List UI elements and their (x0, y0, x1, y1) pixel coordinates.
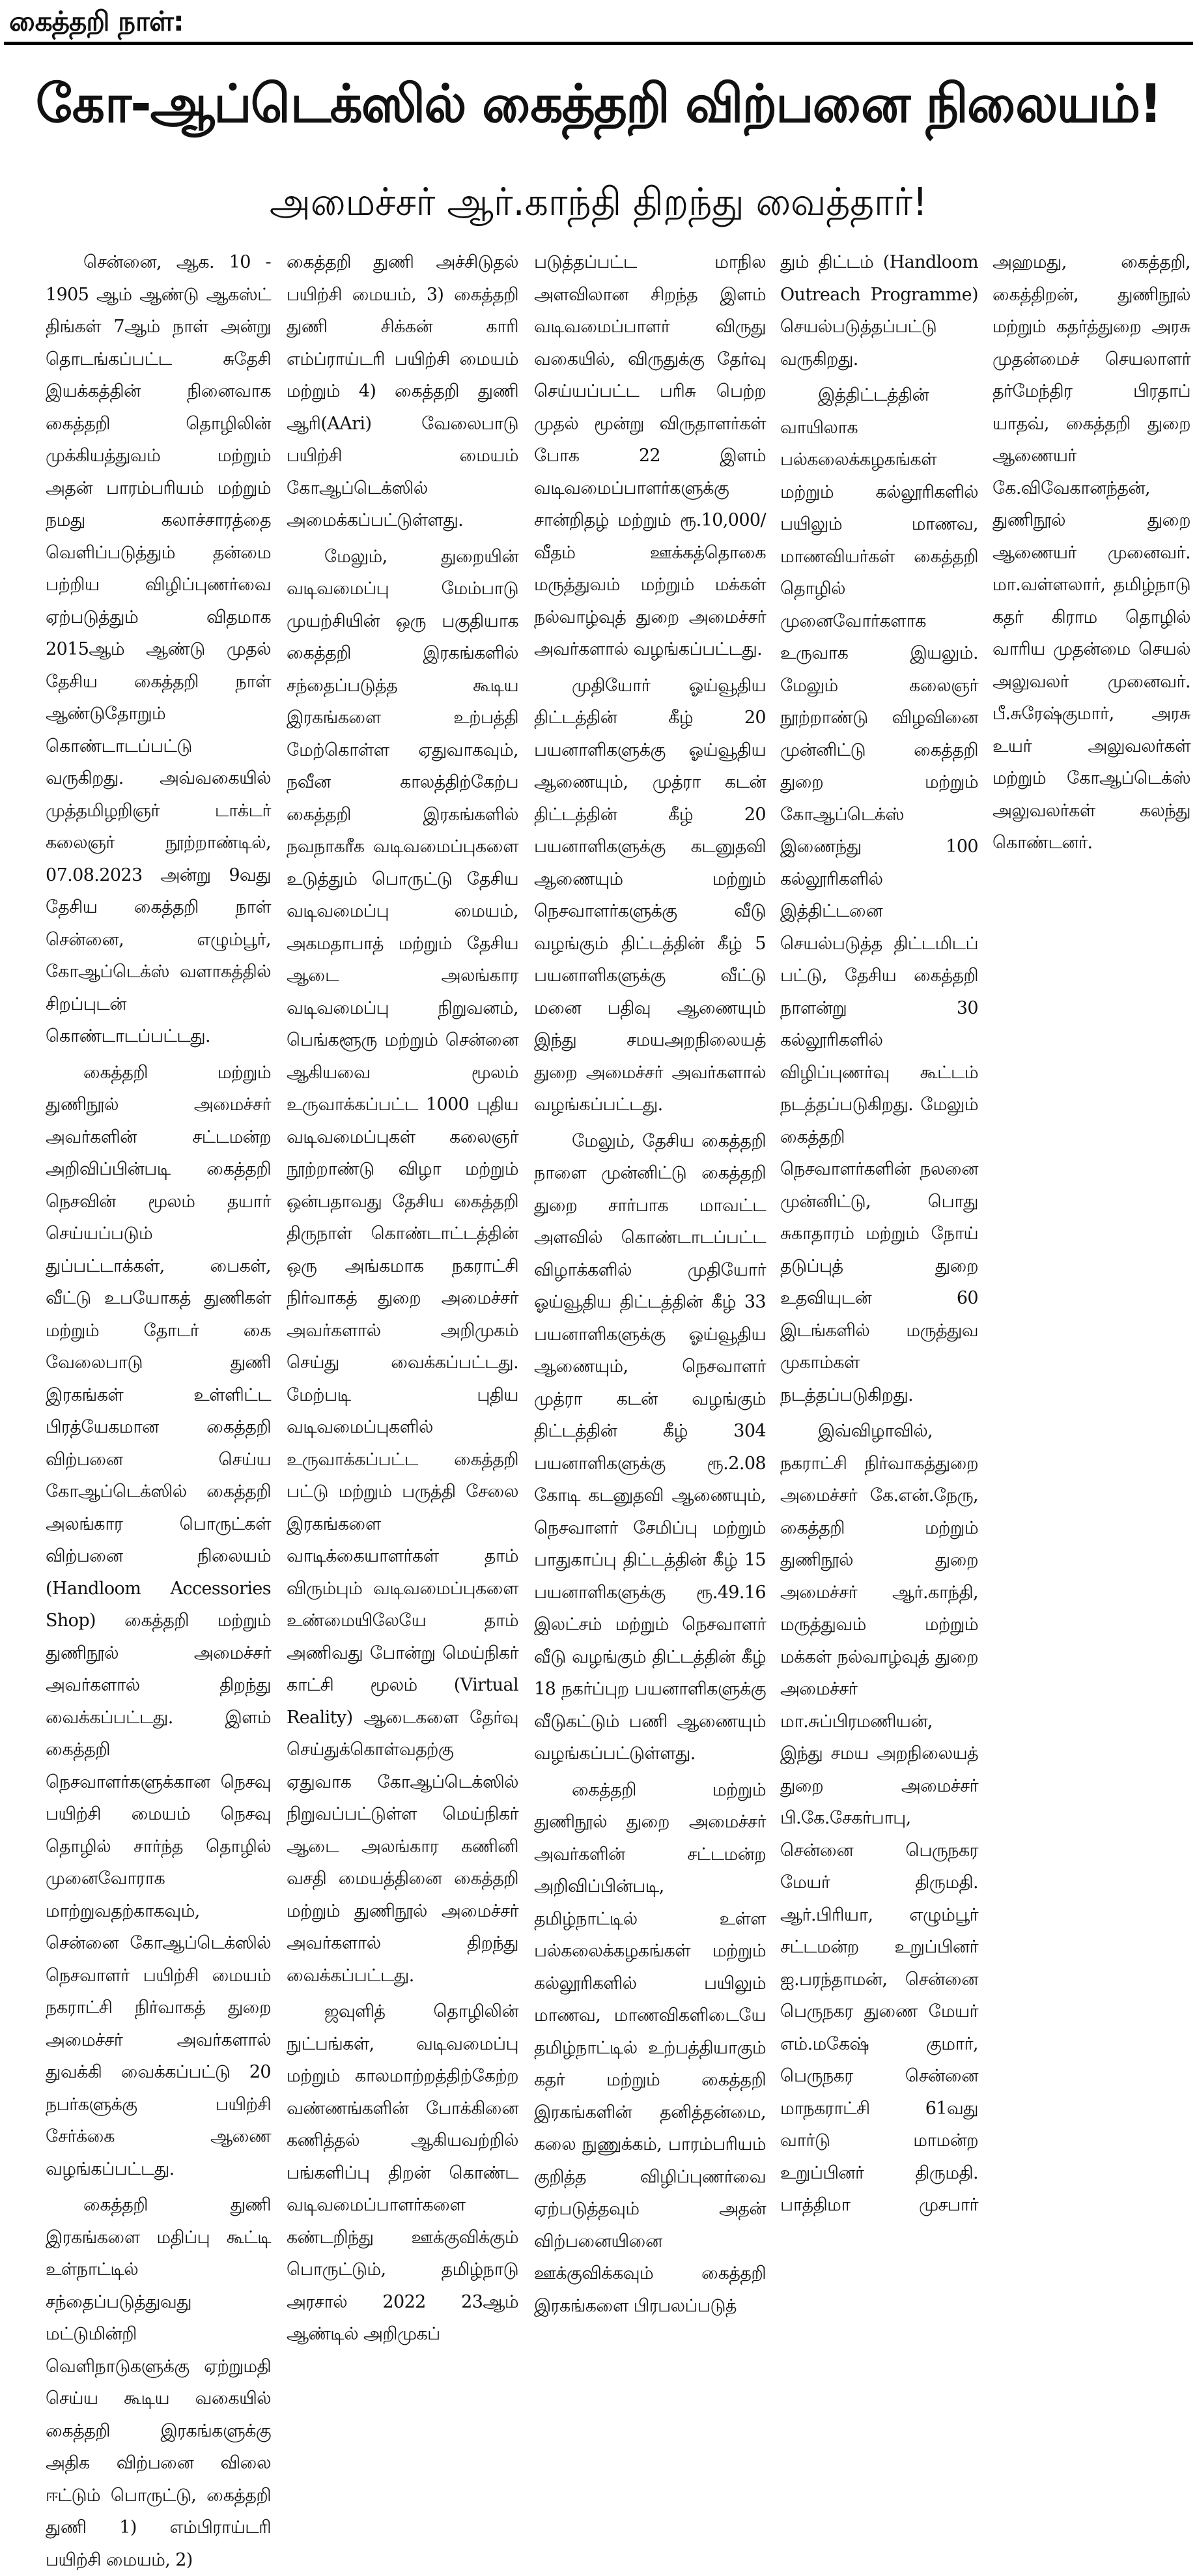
subheadline: அமைச்சர் ஆர்.காந்தி திறந்து வைத்தார்! (269, 179, 928, 224)
article-column-1 (46, 246, 271, 2570)
article-paragraph: கைத்தறி துணி அச்சிடுதல் பயிற்சி மையம், 3) கைத்தறி துணி சிக்கன் காரி எம்ப்ராய்டரி பயிற்சி மையம் மற்றும் 4) கைத்தறி துணி ஆரி(AAri) வேலைபாடு பயிற்சி மையம் கோஆப்டெக்ஸில் அமைக்கப்பட்டுள்ளது. (287, 252, 518, 530)
article-column-2 (287, 246, 518, 2344)
article-paragraph: ஜவுளித் தொழிலின் நுட்பங்கள், வடிவமைப்பு மற்றும் காலமாற்றத்திற்கேற்ற வண்ணங்களின் போக்கினை கணித்தல் ஆகியவற்றில் பங்களிப்பு திறன் கொண்ட வடிவமைப்பாளர்களை கண்டறிந்து ஊக்குவிக்கும் பொருட்டும், தமிழ்நாடு அரசால் 2022 23ஆம் ஆண்டில் அறிமுகப் (287, 2001, 518, 2344)
article-paragraph: தும் திட்டம் (Handloom Outreach Programme) செயல்படுத்தப்பட்டு வருகிறது. (780, 252, 978, 369)
headline: கோ-ஆப்டெக்ஸில் கைத்தறி விற்பனை நிலையம்! (35, 74, 1162, 135)
article-paragraph: கைத்தறி மற்றும் துணிநூல் துறை அமைச்சர் அவர்களின் சட்டமன்ற அறிவிப்பின்படி, தமிழ்நாட்டில் உள்ள பல்கலைக்கழகங்கள் மற்றும் கல்லூரிகளில் பயிலும் மாணவ, மாணவிகளிடையே தமிழ்நாட்டில் உற்பத்தியாகும் கதர் மற்றும் கைத்தறி இரகங்களின் தனித்தன்மை, கலை நுணுக்கம், பாரம்பரியம் குறித்த விழிப்புணர்வை ஏற்படுத்தவும் அதன் விற்பனையினை ஊக்குவிக்கவும் கைத்தறி இரகங்களை பிரபலப்படுத் (534, 1779, 766, 2316)
kicker-underline (4, 42, 1193, 45)
article-paragraph: படுத்தப்பட்ட மாநில அளவிலான சிறந்த இளம் வடிவமைப்பாளர் விருது வகையில், விருதுக்கு தேர்வு செய்யப்பட்ட பரிசு பெற்ற முதல் மூன்று விருதாளர்கள் போக 22 இளம் வடிவமைப்பாளர்களுக்கு சான்றிதழ் மற்றும் ரூ.10,000/ வீதம் ஊக்கத்தொகை மருத்துவம் மற்றும் மக்கள் நல்வாழ்வுத் துறை அமைச்சர் அவர்களால் வழங்கப்பட்டது. (534, 252, 766, 659)
article-paragraph: முதியோர் ஓய்வூதிய திட்டத்தின் கீழ் 20 பயனாளிகளுக்கு ஓய்வூதிய ஆணையும், முத்ரா கடன் திட்டத்தின் கீழ் 20 பயனாளிகளுக்கு கடனுதவி ஆணையும் மற்றும் நெசவாளர்களுக்கு வீடு வழங்கும் திட்டத்தின் கீழ் 5 பயனாளிகளுக்கு வீட்டு மனை பதிவு ஆணையும் இந்து சமயஅறநிலையத் துறை அமைச்சர் அவர்களால் வழங்கப்பட்டது. (534, 675, 766, 1115)
kicker-label: கைத்தறி நாள்: (9, 5, 184, 37)
article-paragraph: இவ்விழாவில், நகராட்சி நிர்வாகத்துறை அமைச்சர் கே.என்.நேரு, கைத்தறி மற்றும் துணிநூல் துறை அமைச்சர் ஆர்.காந்தி, மருத்துவம் மற்றும் மக்கள் நல்வாழ்வுத் துறை அமைச்சர் மா.சுப்பிரமணியன், இந்து சமய அறநிலையத் துறை அமைச்சர் பி.கே.சேகர்பாபு, சென்னை பெருநகர மேயர் திருமதி. ஆர்.பிரியா, எழும்பூர் சட்டமன்ற உறுப்பினர் ஐ.பரந்தாமன், சென்னை பெருநகர துணை மேயர் எம்.மகேஷ் குமார், பெருநகர சென்னை மாநகராட்சி 61வது வார்டு மாமன்ற உறுப்பினர் திருமதி. பாத்திமா முசபார் அஹமது, கைத்தறி, கைத்திறன், துணிநூல் மற்றும் கதர்த்துறை அரசு முதன்மைச் செயலாளர் தர்மேந்திர பிரதாப் யாதவ், கைத்தறி துறை ஆணையர் கே.விவேகானந்தன், துணிநூல் துறை ஆணையர் முனைவர். மா.வள்ளலார், தமிழ்நாடு கதர் கிராம தொழில் வாரிய முதன்மை செயல் அலுவலர் முனைவர். பீ.சுரேஷ்குமார், அரசு உயர் அலுவலர்கள் மற்றும் கோஆப்டெக்ஸ் அலுவலர்கள் கலந்து கொண்டனர். (780, 252, 1190, 2215)
article-paragraph: சென்னை, ஆக. 10 - 1905 ஆம் ஆண்டு ஆகஸ்ட் திங்கள் 7ஆம் நாள் அன்று தொடங்கப்பட்ட சுதேசி இயக்கத்தின் நினைவாக கைத்தறி தொழிலின் முக்கியத்துவம் மற்றும் அதன் பாரம்பரியம் மற்றும் நமது கலாச்சாரத்தை வெளிப்படுத்தும் தன்மை பற்றிய விழிப்புணர்வை ஏற்படுத்தும் விதமாக 2015ஆம் ஆண்டு முதல் தேசிய கைத்தறி நாள் ஆண்டுதோறும் கொண்டாடப்பட்டு வருகிறது. அவ்வகையில் முத்தமிழறிஞர் டாக்டர் கலைஞர் நூற்றாண்டில், 07.08.2023 அன்று 9வது தேசிய கைத்தறி நாள் சென்னை, எழும்பூர், கோஆப்டெக்ஸ் வளாகத்தில் சிறப்புடன் கொண்டாடப்பட்டது. (46, 252, 271, 1046)
article-column-3 (534, 246, 766, 2316)
article-paragraph: கைத்தறி மற்றும் துணிநூல் அமைச்சர் அவர்களின் சட்டமன்ற அறிவிப்பின்படி கைத்தறி நெசவின் மூலம் தயார் செய்யப்படும் துப்பட்டாக்கள், பைகள், வீட்டு உபயோகத் துணிகள் மற்றும் தோடர் கை வேலைபாடு துணி இரகங்கள் உள்ளிட்ட பிரத்யேகமான கைத்தறி விற்பனை செய்ய கோஆப்டெக்ஸில் கைத்தறி அலங்கார பொருட்கள் விற்பனை நிலையம் (Handloom Accessories Shop) கைத்தறி மற்றும் துணிநூல் அமைச்சர் அவர்களால் திறந்து வைக்கப்பட்டது. இளம் கைத்தறி நெசவாளர்களுக்கான நெசவு பயிற்சி மையம் நெசவு தொழில் சார்ந்த தொழில் முனைவோராக மாற்றுவதற்காகவும், சென்னை கோஆப்டெக்ஸில் நெசவாளர் பயிற்சி மையம் நகராட்சி நிர்வாகத் துறை அமைச்சர் அவர்களால் துவக்கி வைக்கப்பட்டு 20 நபர்களுக்கு பயிற்சி சேர்க்கை ஆணை வழங்கப்பட்டது. (46, 1062, 271, 2179)
article-column-4 (780, 246, 1190, 2233)
article-paragraph: கைத்தறி துணி இரகங்களை மதிப்பு கூட்டி உள்நாட்டில் சந்தைப்படுத்துவது மட்டுமின்றி வெளிநாடுகளுக்கு ஏற்றுமதி செய்ய கூடிய வகையில் கைத்தறி இரகங்களுக்கு அதிக விற்பனை விலை ஈட்டும் பொருட்டு, கைத்தறி துணி 1) எம்பிராய்டரி பயிற்சி மையம், 2) (46, 2195, 271, 2570)
kicker-bar (4, 0, 1193, 44)
article-paragraph: இத்திட்டத்தின் வாயிலாக பல்கலைக்கழகங்கள் மற்றும் கல்லூரிகளில் பயிலும் மாணவ, மாணவியர்கள் கைத்தறி தொழில் முனைவோர்களாக உருவாக இயலும். மேலும் கலைஞர் நூற்றாண்டு விழவினை முன்னிட்டு கைத்தறி துறை மற்றும் கோஆப்டெக்ஸ் இணைந்து 100 கல்லூரிகளில் இத்திட்டனை செயல்படுத்த திட்டமிடப் பட்டு, தேசிய கைத்தறி நாளன்று 30 கல்லூரிகளில் விழிப்புணர்வு கூட்டம் நடத்தப்படுகிறது. மேலும் கைத்தறி நெசவாளர்களின் நலனை முன்னிட்டு, பொது சுகாதாரம் மற்றும் நோய் தடுப்புத் துறை உதவியுடன் 60 இடங்களில் மருத்துவ முகாம்கள் நடத்தப்படுகிறது. (780, 385, 978, 1405)
article-paragraph: மேலும், துறையின் வடிவமைப்பு மேம்பாடு முயற்சியின் ஒரு பகுதியாக கைத்தறி இரகங்களில் சந்தைப்படுத்த கூடிய இரகங்களை உற்பத்தி மேற்கொள்ள ஏதுவாகவும், நவீன காலத்திற்கேற்ப கைத்தறி இரகங்களில் நவநாகரீக வடிவமைப்புகளை உடுத்தும் பொருட்டு தேசிய வடிவமைப்பு மையம், அகமதாபாத் மற்றும் தேசிய ஆடை அலங்கார வடிவமைப்பு நிறுவனம், பெங்களூரு மற்றும் சென்னை ஆகியவை மூலம் உருவாக்கப்பட்ட 1000 புதிய வடிவமைப்புகள் கலைஞர் நூற்றாண்டு விழா மற்றும் ஒன்பதாவது தேசிய கைத்தறி திருநாள் கொண்டாட்டத்தின் ஒரு அங்கமாக நகராட்சி நிர்வாகத் துறை அமைச்சர் அவர்களால் அறிமுகம் செய்து வைக்கப்பட்டது. மேற்படி புதிய வடிவமைப்புகளில் உருவாக்கப்பட்ட கைத்தறி பட்டு மற்றும் பருத்தி சேலை இரகங்களை வாடிக்கையாளர்கள் தாம் விரும்பும் வடிவமைப்புகளை உண்மையிலேயே தாம் அணிவது போன்று மெய்நிகர் காட்சி மூலம் (Virtual Reality) ஆடைகளை தேர்வு செய்துக்கொள்வதற்கு ஏதுவாக கோஆப்டெக்ஸில் நிறுவப்பட்டுள்ள மெய்நிகர் ஆடை அலங்கார கணினி வசதி மையத்தினை கைத்தறி மற்றும் துணிநூல் அமைச்சர் அவர்களால் திறந்து வைக்கப்பட்டது. (287, 546, 518, 1986)
article-paragraph: மேலும், தேசிய கைத்தறி நாளை முன்னிட்டு கைத்தறி துறை சார்பாக மாவட்ட அளவில் கொண்டாடப்பட்ட விழாக்களில் முதியோர் ஓய்வூதிய திட்டத்தின் கீழ் 33 பயனாளிகளுக்கு ஓய்வூதிய ஆணையும், நெசவாளர் முத்ரா கடன் வழங்கும் திட்டத்தின் கீழ் 304 பயனாளிகளுக்கு ரூ.2.08 கோடி கடனுதவி ஆணையும், நெசவாளர் சேமிப்பு மற்றும் பாதுகாப்பு திட்டத்தின் கீழ் 15 பயனாளிகளுக்கு ரூ.49.16 இலட்சம் மற்றும் நெசவாளர் வீடு வழங்கும் திட்டத்தின் கீழ் 18 நகர்ப்புற பயனாளிகளுக்கு வீடுகட்டும் பணி ஆணையும் வழங்கப்பட்டுள்ளது. (534, 1130, 766, 1764)
